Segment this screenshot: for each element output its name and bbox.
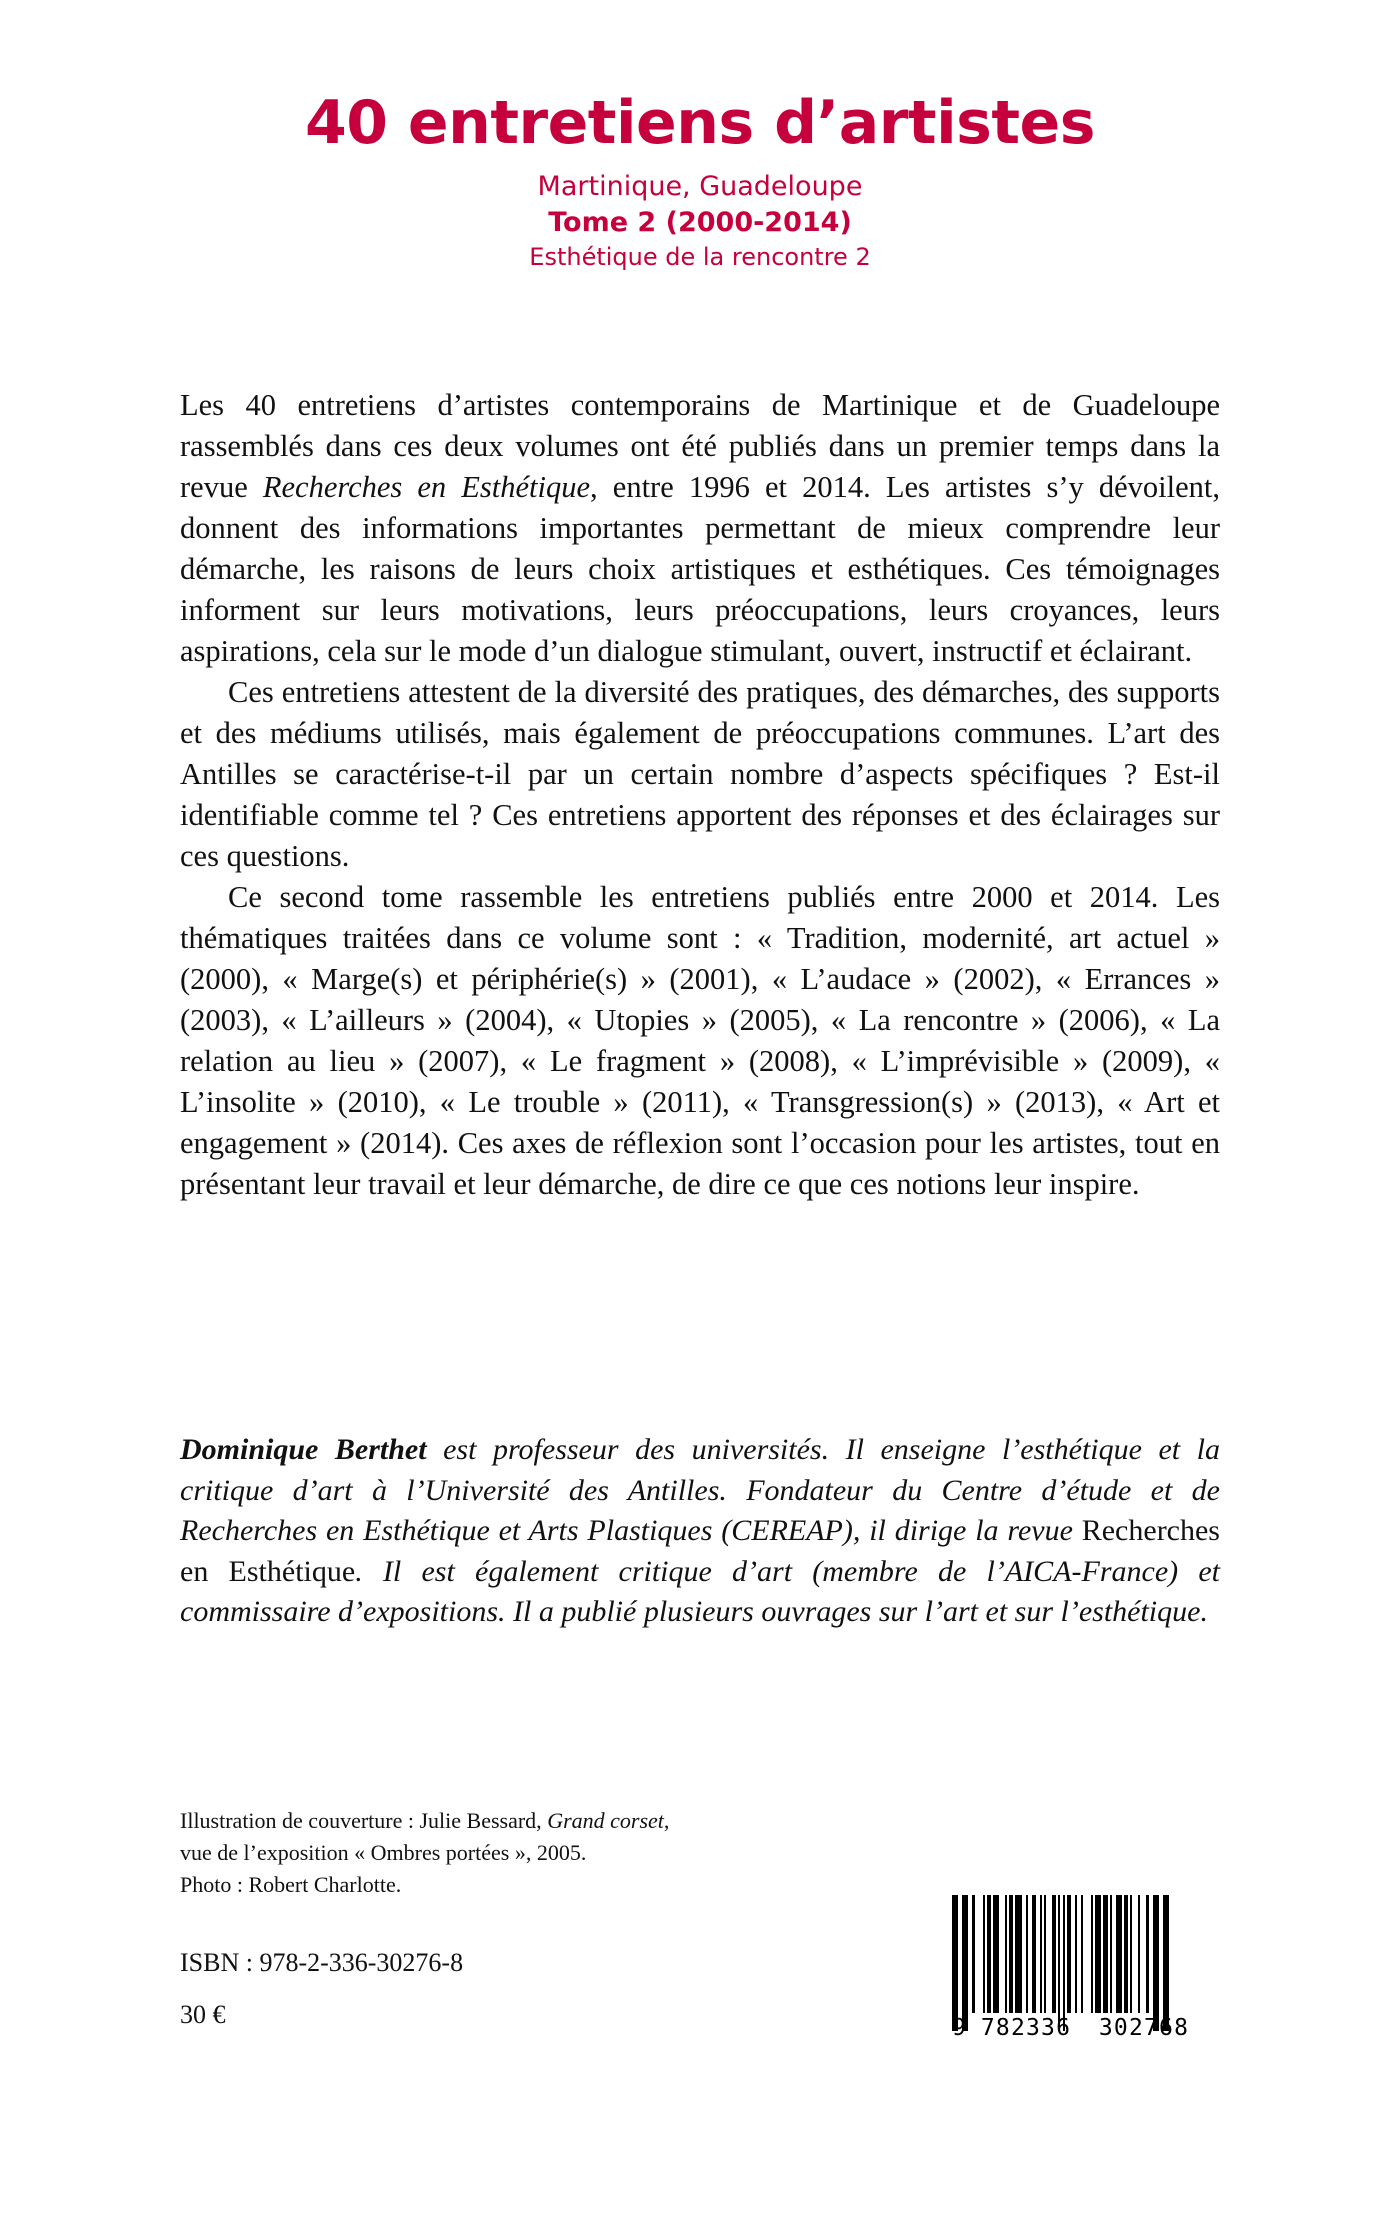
author-bio-part-a: est professeur des universités. Il enseigne l’esthétique et la critique d’art à l’Université des Antilles. Fondateur du Centre d’étude et de Recherches en Esthétique et Arts Plastiques (CEREAP), il dirige la revue bbox=[180, 1433, 1221, 1547]
barcode-bars bbox=[952, 1895, 1220, 2023]
credits-line-photo: Photo : Robert Charlotte. bbox=[180, 1872, 402, 1898]
subtitle-block bbox=[0, 169, 1400, 274]
title-block bbox=[0, 88, 1400, 274]
barcode-right-digits: 302768 bbox=[1098, 2015, 1190, 2041]
cover-credits bbox=[180, 1805, 880, 1901]
blurb-p1-part-b: , entre 1996 et 2014. Les artistes s’y dévoilent, donnent des informations importantes permettant de mieux comprendre leur démarche, les raisons de leurs choix artistiques et esthétiques. Ces témoignages informent sur leurs motivations, leurs préoccupations, leurs croyances, leurs aspirations, cela sur le mode d’un dialogue stimulant, ouvert, instructif et éclairant. bbox=[180, 470, 1220, 669]
barcode-left-digits: 782336 bbox=[980, 2015, 1072, 2041]
subtitle-line-region: Martinique, Guadeloupe bbox=[537, 171, 863, 202]
blurb-text bbox=[180, 385, 1220, 1205]
author-biography bbox=[180, 1430, 1220, 1633]
author-bio-part-b: . Il est également critique d’art (membre de l’AICA-France) et commissaire d’expositions. Il a publié plusieurs ouvrages sur l’art et sur l’esthétique. bbox=[180, 1554, 1221, 1628]
blurb-p1-journal-title: Recherches en Esthétique bbox=[262, 470, 591, 505]
isbn-text: ISBN : 978-2-336-30276-8 bbox=[180, 1948, 464, 1977]
price-text: 30 € bbox=[180, 2000, 226, 2029]
credits-line-illustration bbox=[180, 1805, 880, 1837]
barcode bbox=[952, 1895, 1220, 2060]
barcode-digits bbox=[952, 2015, 1220, 2041]
blurb-paragraph-1 bbox=[180, 385, 1220, 672]
credits-line-exhibition: vue de l’exposition « Ombres portées », 2005. bbox=[180, 1840, 587, 1866]
subtitle-line-volume: Tome 2 (2000-2014) bbox=[548, 206, 852, 238]
subtitle-line-series: Esthétique de la rencontre 2 bbox=[529, 243, 871, 272]
blurb-p1-part-a: Les 40 entretiens d’artistes contemporains de Martinique et de Guadeloupe rassemblés dans ces deux volumes ont été publiés dans un premier temps dans la revue bbox=[180, 388, 1220, 505]
blurb-paragraph-3: Ce second tome rassemble les entretiens publiés entre 2000 et 2014. Les thématiques traitées dans ce volume sont : « Tradition, modernité, art actuel » (2000), « Marge(s) et périphérie(s) » (2001), « L’audace » (2002), « Errances » (2003), « L’ailleurs » (2004), « Utopies » (2005), « La rencontre » (2006), « La relation au lieu » (2007), « Le fragment » (2008), « L’imprévisible » (2009), « L’insolite » (2010), « Le trouble » (2011), « Transgression(s) » (2013), « Art et engagement » (2014). Ces axes de réflexion sont l’occasion pour les artistes, tout en présentant leur travail et leur démarche, de dire ce que ces notions leur inspire. bbox=[180, 880, 1220, 1202]
author-bio-journal-title: Recherches en Esthétique bbox=[180, 1514, 1220, 1588]
credits-artwork-title: Grand corset bbox=[547, 1808, 664, 1833]
credits-line1-part-b: , bbox=[663, 1808, 670, 1833]
blurb-paragraph-2: Ces entretiens attestent de la diversité des pratiques, des démarches, des supports et des médiums utilisés, mais également de préoccupations communes. L’art des Antilles se caractérise-t-il par un certain nombre d’aspects spécifiques ? Est-il identifiable comme tel ? Ces entretiens apportent des réponses et des éclairages sur ces questions. bbox=[180, 675, 1220, 874]
barcode-lead-digit: 9 bbox=[952, 2015, 968, 2041]
credits-line1-part-a: Illustration de couverture : Julie Bessard, bbox=[180, 1808, 548, 1833]
author-name: Dominique Berthet bbox=[180, 1433, 427, 1466]
page-title: 40 entretiens d’artistes bbox=[305, 88, 1095, 158]
